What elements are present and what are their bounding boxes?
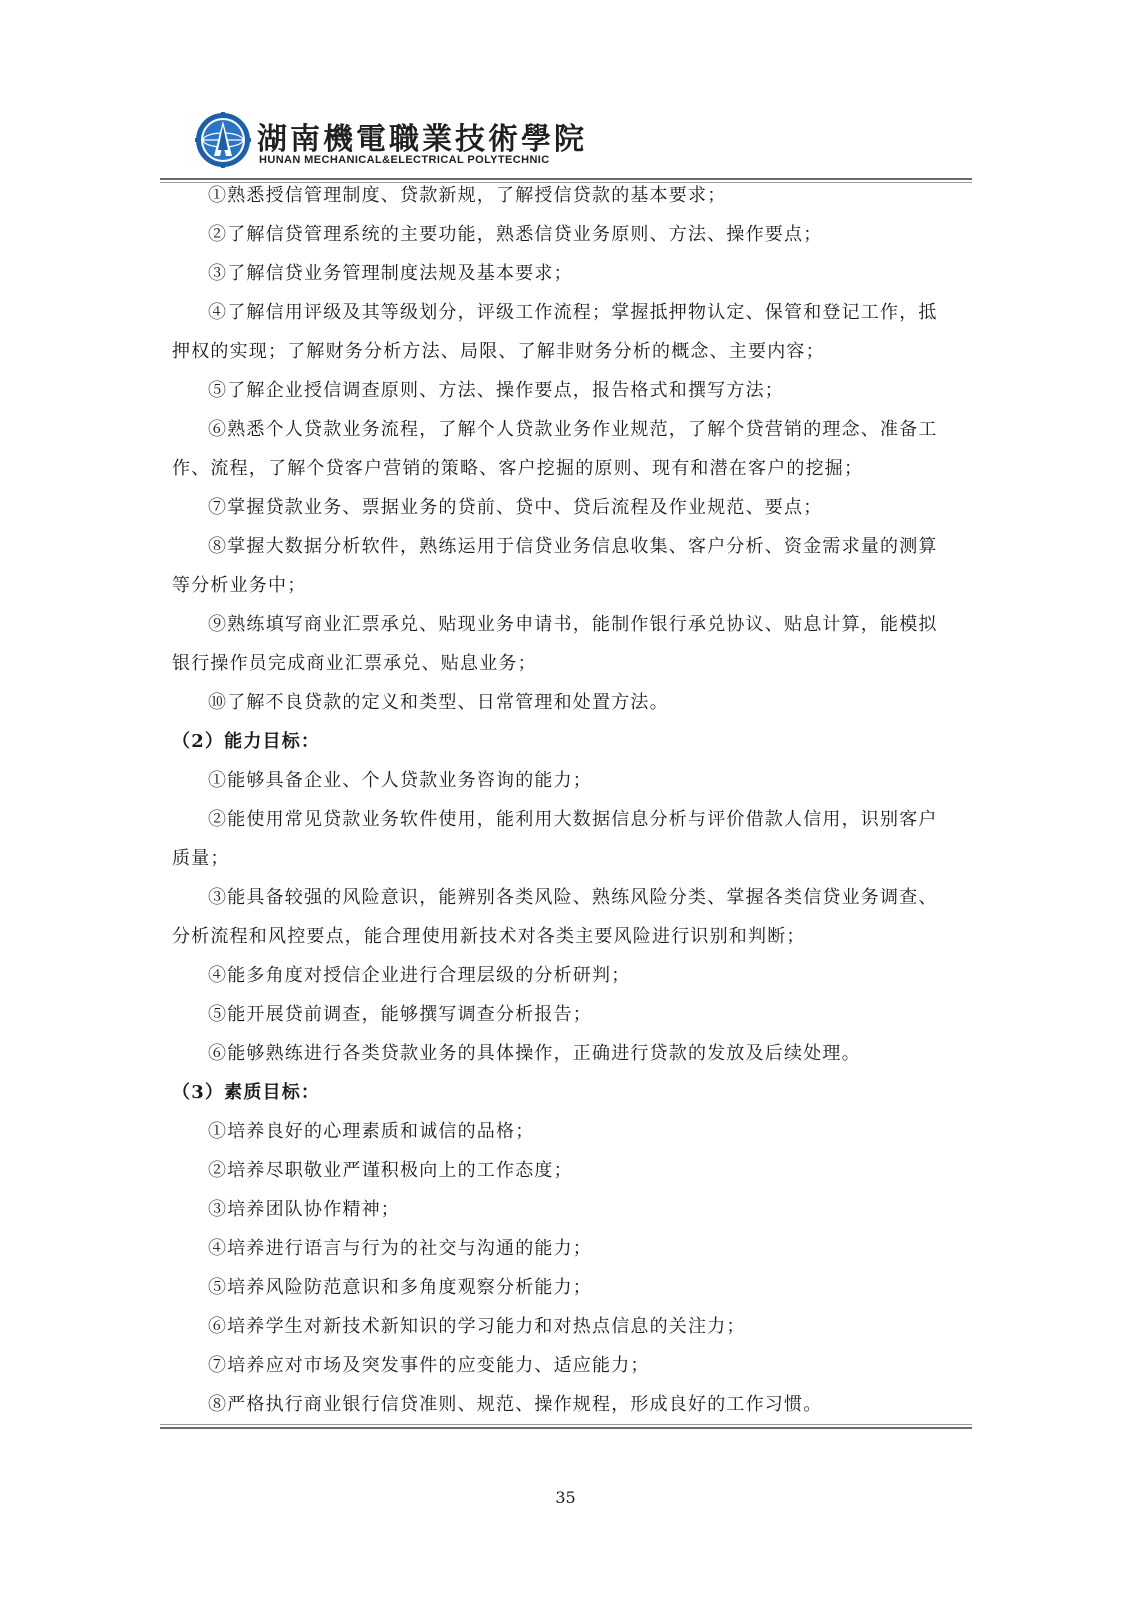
quality-line: ③培养团队协作精神；	[208, 1199, 400, 1220]
school-logo-icon	[195, 112, 251, 168]
knowledge-line: ⑤了解企业授信调查原则、方法、操作要点，报告格式和撰写方法；	[208, 380, 784, 401]
page-number: 35	[555, 1488, 576, 1507]
knowledge-line: ②了解信贷管理系统的主要功能，熟悉信贷业务原则、方法、操作要点；	[208, 224, 823, 245]
school-name-en: HUNAN MECHANICAL&ELECTRICAL POLYTECHNIC	[259, 154, 550, 166]
ability-line: ①能够具备企业、个人贷款业务咨询的能力；	[208, 770, 592, 791]
knowledge-line: ⑨熟练填写商业汇票承兑、贴现业务申请书，能制作银行承兑协议、贴息计算，能模拟	[208, 614, 938, 635]
ability-line: ②能使用常见贷款业务软件使用，能利用大数据信息分析与评价借款人信用，识别客户	[208, 809, 938, 830]
quality-line: ①培养良好的心理素质和诚信的品格；	[208, 1121, 535, 1142]
quality-heading: （3）素质目标：	[172, 1082, 321, 1103]
quality-line: ⑦培养应对市场及突发事件的应变能力、适应能力；	[208, 1355, 650, 1376]
quality-line: ④培养进行语言与行为的社交与沟通的能力；	[208, 1238, 592, 1259]
knowledge-line: 银行操作员完成商业汇票承兑、贴息业务；	[172, 653, 537, 674]
ability-line: 质量；	[172, 848, 230, 869]
knowledge-line: ③了解信贷业务管理制度法规及基本要求；	[208, 263, 573, 284]
knowledge-line: ④了解信用评级及其等级划分，评级工作流程；掌握抵押物认定、保管和登记工作，抵	[208, 302, 938, 323]
knowledge-line: ⑥熟悉个人贷款业务流程，了解个人贷款业务作业规范，了解个贷营销的理念、准备工	[208, 419, 938, 440]
ability-heading: （2）能力目标：	[172, 731, 321, 752]
page-header	[195, 110, 587, 170]
footer-rule-thin	[160, 1424, 972, 1425]
knowledge-line: ⑧掌握大数据分析软件，熟练运用于信贷业务信息收集、客户分析、资金需求量的测算	[208, 536, 938, 557]
quality-line: ⑤培养风险防范意识和多角度观察分析能力；	[208, 1277, 592, 1298]
ability-line: ④能多角度对授信企业进行合理层级的分析研判；	[208, 965, 631, 986]
body-content	[172, 176, 964, 1424]
footer-rule	[160, 1427, 972, 1429]
knowledge-line: 作、流程，了解个贷客户营销的策略、客户挖掘的原则、现有和潜在客户的挖掘；	[172, 458, 864, 479]
quality-line: ⑧严格执行商业银行信贷准则、规范、操作规程，形成良好的工作习惯。	[208, 1394, 823, 1415]
knowledge-line: 押权的实现；了解财务分析方法、局限、了解非财务分析的概念、主要内容；	[172, 341, 825, 362]
ability-line: ⑥能够熟练进行各类贷款业务的具体操作，正确进行贷款的发放及后续处理。	[208, 1043, 861, 1064]
knowledge-line: 等分析业务中；	[172, 575, 307, 596]
school-name-cn: 湖南機電職業技術學院	[257, 122, 587, 157]
quality-line: ⑥培养学生对新技术新知识的学习能力和对热点信息的关注力；	[208, 1316, 746, 1337]
knowledge-line: ①熟悉授信管理制度、贷款新规，了解授信贷款的基本要求；	[208, 185, 727, 206]
ability-line: ⑤能开展贷前调查，能够撰写调查分析报告；	[208, 1004, 592, 1025]
knowledge-line: ⑩了解不良贷款的定义和类型、日常管理和处置方法。	[208, 692, 669, 713]
quality-line: ②培养尽职敬业严谨积极向上的工作态度；	[208, 1160, 573, 1181]
ability-line: ③能具备较强的风险意识，能辨别各类风险、熟练风险分类、掌握各类信贷业务调查、	[208, 887, 938, 908]
knowledge-line: ⑦掌握贷款业务、票据业务的贷前、贷中、贷后流程及作业规范、要点；	[208, 497, 823, 518]
ability-line: 分析流程和风控要点，能合理使用新技术对各类主要风险进行识别和判断；	[172, 926, 806, 947]
